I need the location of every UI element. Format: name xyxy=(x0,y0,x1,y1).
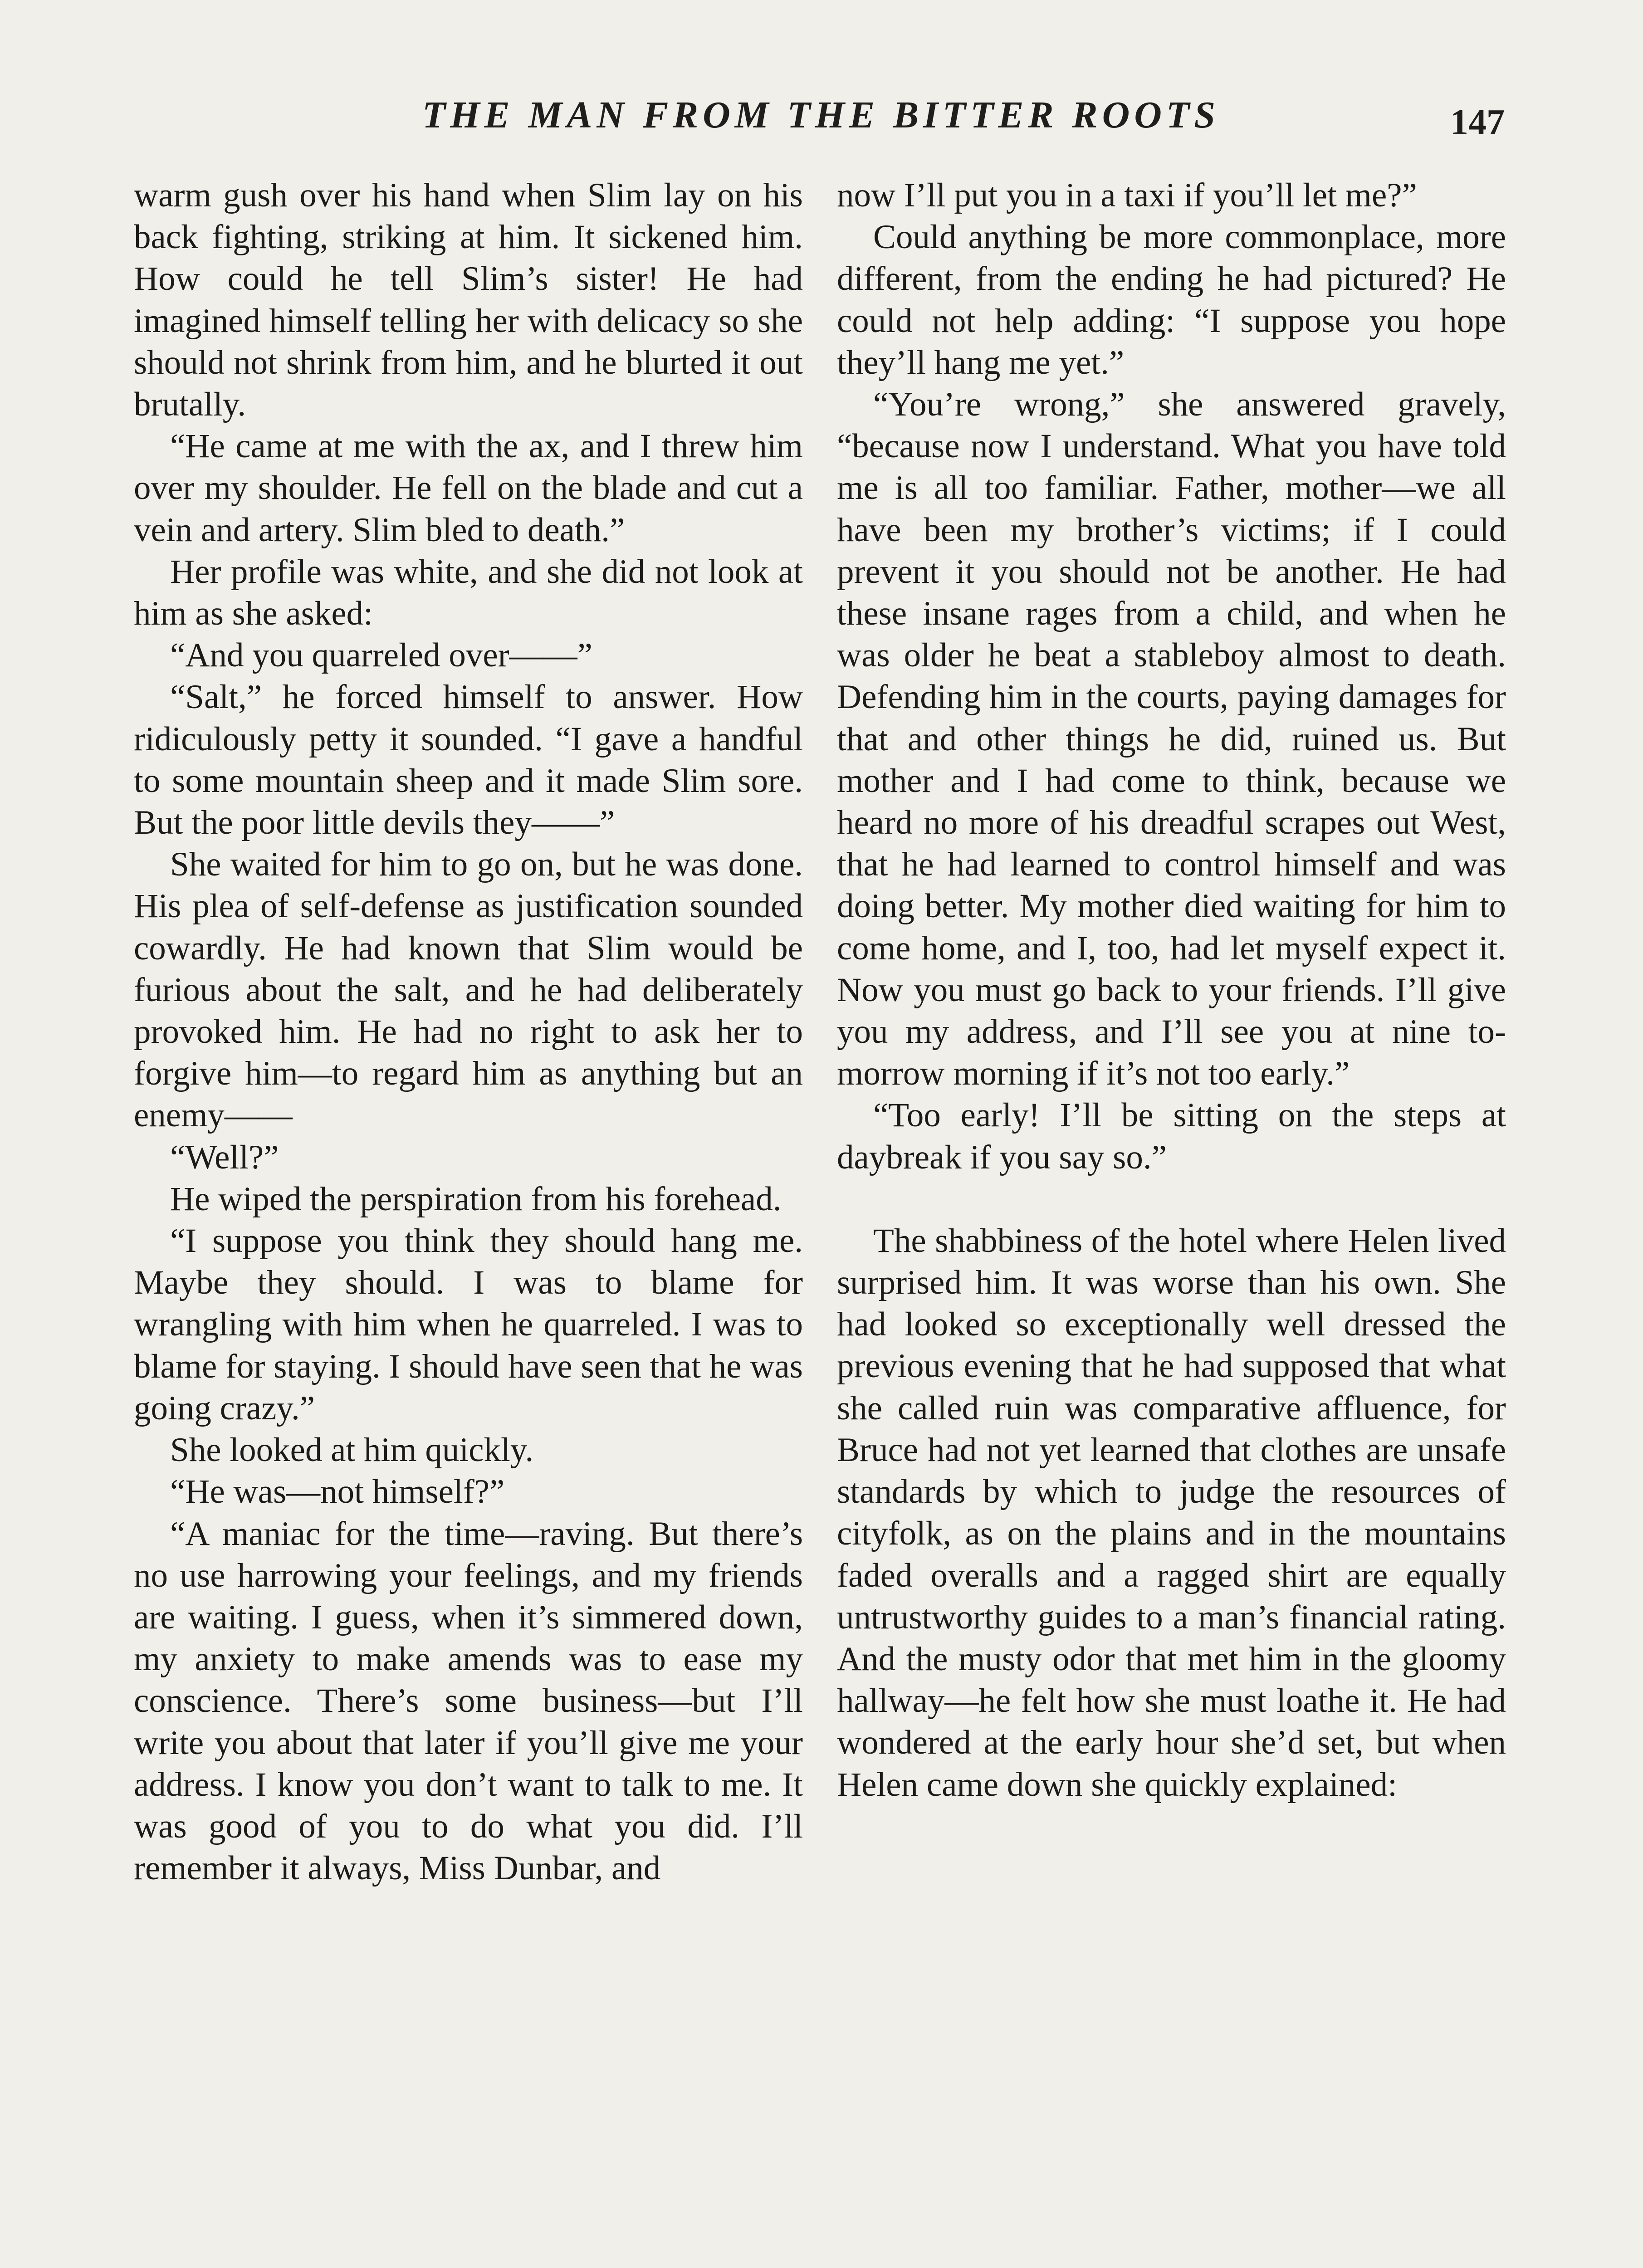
left-column xyxy=(134,175,803,1889)
paragraph: She waited for him to go on, but he was done. His plea of self-defense as justification sounded cowardly. He had known that Slim would be furious about the salt, and he had deliberately provoked him. He had no right to ask her to forgive him—to regard him as anything but an enemy—— xyxy=(134,846,803,1134)
paragraph: “You’re wrong,” she answered gravely, “because now I understand. What you have told me is all too familiar. Father, mother—we all have been my brother’s victims; if I could prevent it you should not be another. He had these insane rages from a child, and when he was older he beat a stableboy almost to death. Defending him in the courts, paying damages for that and other things he did, ruined us. But mother and I had come to think, because we heard no more of his dreadful scrapes out West, that he had learned to control himself and was doing better. My mother died waiting for him to come home, and I, too, had let myself expect it. Now you must go back to your friends. I’ll give you my address, and I’ll see you at nine to-morrow morning if it’s not too early.” xyxy=(837,386,1506,1093)
section-break xyxy=(837,1178,1506,1220)
paragraph: “He came at me with the ax, and I threw him over my shoulder. He fell on the blade and cut a vein and artery. Slim bled to death.” xyxy=(134,427,803,549)
right-column xyxy=(837,175,1506,1806)
paragraph: The shabbiness of the hotel where Helen lived surprised him. It was worse than his own. She had looked so exceptionally well dressed the previous evening that he had supposed that what she called ruin was comparative affluence, for Bruce had not yet learned that clothes are unsafe standards by which to judge the resources of cityfolk, as on the plains and in the mountains faded overalls and a ragged shirt are equally untrustworthy guides to a man’s financial rating. And the musty odor that met him in the gloomy hallway—he felt how she must loathe it. He had wondered at the early hour she’d set, but when Helen came down she quickly explained: xyxy=(837,1222,1506,1804)
paragraph: He wiped the perspiration from his forehead. xyxy=(170,1180,782,1218)
paragraph: “A maniac for the time—raving. But there’s no use harrowing your feelings, and my friends are waiting. I guess, when it’s simmered down, my anxiety to make amends was to ease my conscience. There’s some business—but I’ll write you about that later if you’ll give me your address. I know you don’t want to talk to me. It was good of you to do what you did. I’ll remember it always, Miss Dunbar, and xyxy=(134,1515,803,1887)
paragraph: “I suppose you think they should hang me. Maybe they should. I was to blame for wrangling with him when he quarreled. I was to blame for staying. I should have seen that he was going crazy.” xyxy=(134,1222,803,1427)
paragraph: now I’ll put you in a taxi if you’ll let me?” xyxy=(837,176,1417,214)
running-title: THE MAN FROM THE BITTER ROOTS xyxy=(422,94,1220,136)
paragraph: Could anything be more commonplace, more different, from the ending he had pictured? He could not help adding: “I suppose you hope they’ll hang me yet.” xyxy=(837,218,1506,381)
paragraph: “Well?” xyxy=(170,1138,279,1176)
paragraph: “He was—not himself?” xyxy=(170,1473,505,1511)
paragraph: warm gush over his hand when Slim lay on his back fighting, striking at him. It sickened him. How could he tell Slim’s sister! He had imagined himself telling her with delicacy so she should not shrink from him, and he blurted it out brutally. xyxy=(134,176,803,424)
paragraph: “And you quarreled over——” xyxy=(170,636,592,675)
paragraph: Her profile was white, and she did not look at him as she asked: xyxy=(134,552,803,633)
page-number: 147 xyxy=(1450,103,1505,142)
paragraph: “Salt,” he forced himself to answer. How ridiculously petty it sounded. “I gave a handful to some mountain sheep and it made Slim sore. But the poor little devils they——” xyxy=(134,678,803,842)
paragraph: “Too early! I’ll be sitting on the steps at daybreak if you say so.” xyxy=(837,1096,1506,1176)
paragraph: She looked at him quickly. xyxy=(170,1431,534,1469)
